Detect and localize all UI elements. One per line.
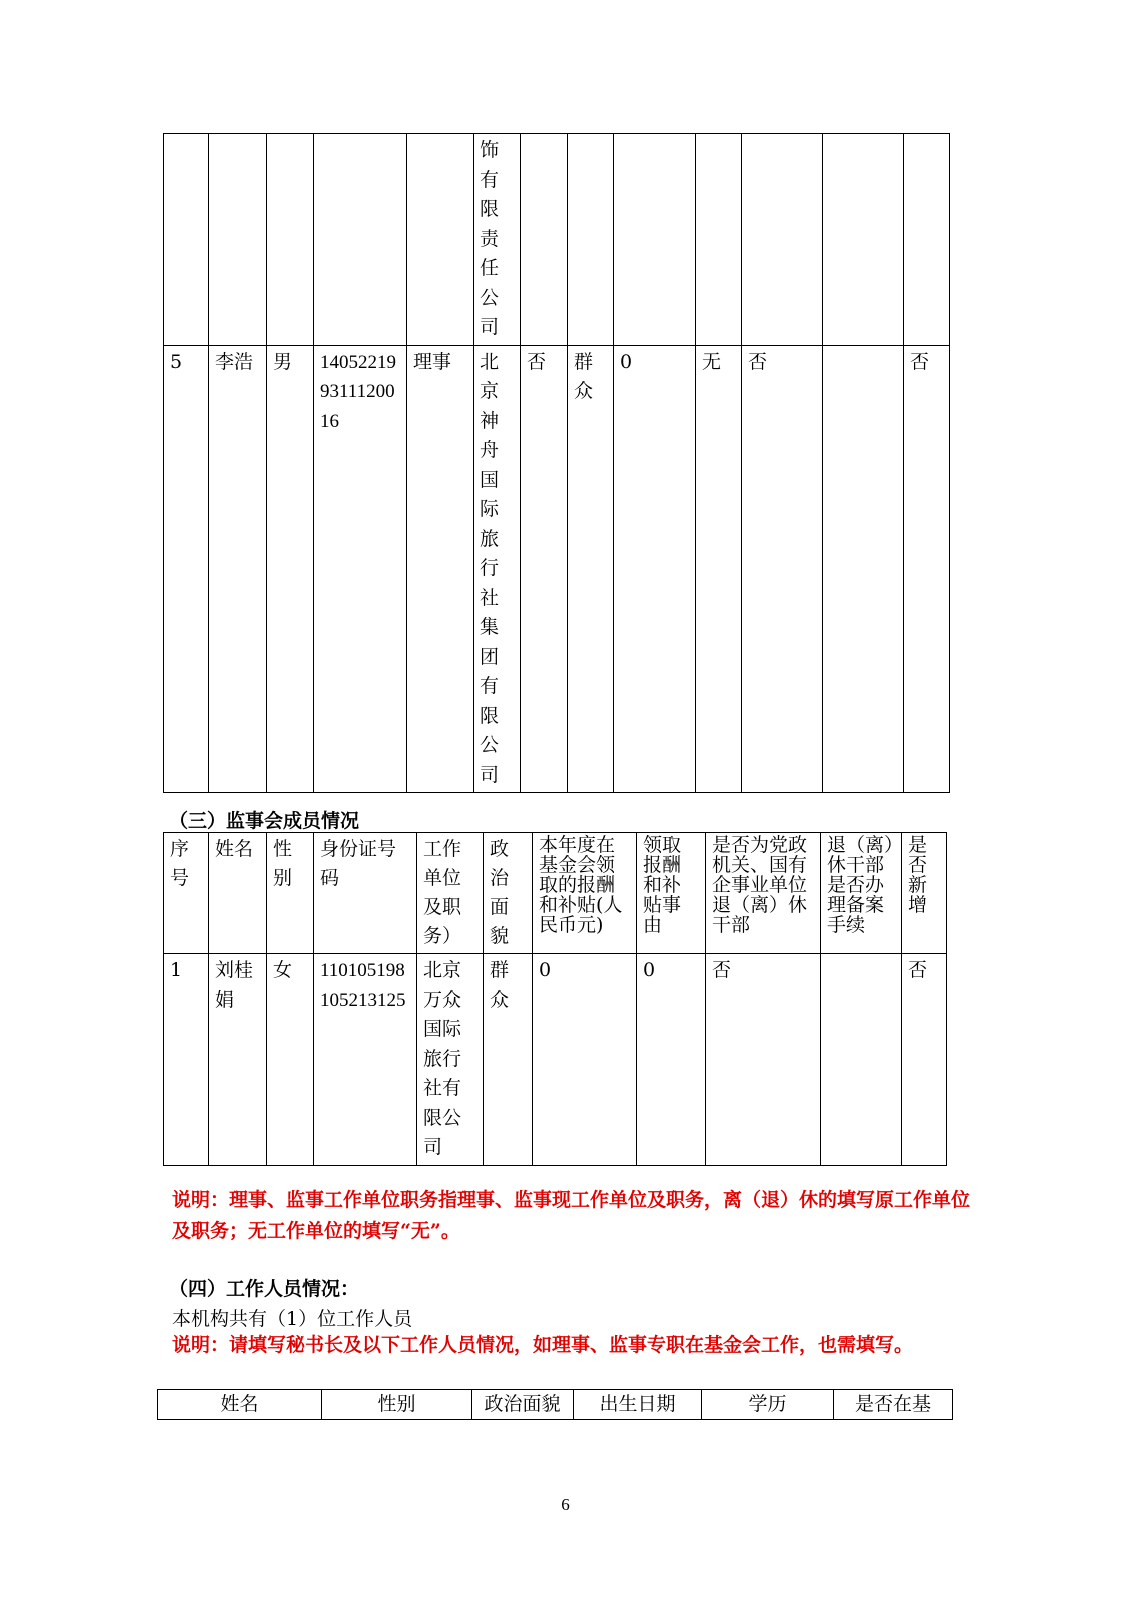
- gender-cell: 男: [267, 345, 314, 793]
- col7-cell: 否: [521, 345, 568, 793]
- position-cell: 理事: [407, 345, 474, 793]
- name-cell: 李浩: [209, 345, 267, 793]
- col13-cell: 否: [904, 345, 950, 793]
- cadre-cell: 否: [706, 954, 821, 1166]
- id-cell: 140522199311120016: [314, 345, 407, 793]
- table-row: [164, 134, 950, 346]
- reason-cell: 0: [637, 954, 706, 1166]
- director-table: [163, 133, 950, 793]
- header-reason: 领取报酬和补贴事由: [637, 833, 706, 954]
- staff-table: [157, 1389, 953, 1420]
- section3-title: （三）监事会成员情况: [169, 810, 360, 832]
- pay-cell: 0: [533, 954, 637, 1166]
- table-header-row: [158, 1390, 953, 1420]
- pay-cell: 0: [614, 345, 696, 793]
- table-row: [164, 954, 947, 1166]
- header-birthdate: 出生日期: [574, 1390, 702, 1420]
- company-cell: 饰有限责任公司: [474, 134, 521, 346]
- header-political: 政治面貌: [484, 833, 533, 954]
- political-cell: 群众: [568, 345, 614, 793]
- table-header-row: [164, 833, 947, 954]
- header-work: 工作单位及职务）: [417, 833, 484, 954]
- header-pay: 本年度在基金会领取的报酬和补贴(人民币元): [533, 833, 637, 954]
- header-name: 姓名: [209, 833, 267, 954]
- political-cell: 群众: [484, 954, 533, 1166]
- header-gender: 性别: [267, 833, 314, 954]
- section4-title: （四）工作人员情况：: [169, 1278, 360, 1300]
- seq-cell: 1: [164, 954, 209, 1166]
- gender-cell: 女: [267, 954, 314, 1166]
- new-cell: 否: [902, 954, 947, 1166]
- staff-count: 本机构共有（1）位工作人员: [172, 1308, 413, 1330]
- filing-cell: [821, 954, 902, 1166]
- supervisor-table: [163, 832, 947, 1166]
- col11-cell: 否: [742, 345, 823, 793]
- work-cell: 北京万众国际旅行社有限公司: [417, 954, 484, 1166]
- col12-cell: [823, 345, 904, 793]
- note-staff: 说明：请填写秘书长及以下工作人员情况，如理事、监事专职在基金会工作，也需填写。: [172, 1334, 914, 1356]
- company-cell: 北京神舟国际旅行社集团有限公司: [474, 345, 521, 793]
- name-cell: 刘桂娟: [209, 954, 267, 1166]
- header-in-foundation: 是否在基: [834, 1390, 953, 1420]
- header-education: 学历: [702, 1390, 834, 1420]
- note-directors: 说明：理事、监事工作单位职务指理事、监事现工作单位及职务，离（退）休的填写原工作单位及职务；无工作单位的填写“无”。: [172, 1189, 971, 1242]
- header-gender: 性别: [322, 1390, 472, 1420]
- header-filing: 退（离）休干部是否办理备案手续: [821, 833, 902, 954]
- header-name: 姓名: [158, 1390, 322, 1420]
- id-cell: 110105198105213125: [314, 954, 417, 1166]
- header-political: 政治面貌: [472, 1390, 574, 1420]
- table-row: [164, 345, 950, 793]
- col10-cell: 无: [696, 345, 742, 793]
- header-seq: 序号: [164, 833, 209, 954]
- header-id: 身份证号码: [314, 833, 417, 954]
- seq-cell: 5: [164, 345, 209, 793]
- header-new: 是否新增: [902, 833, 947, 954]
- page-number: 6: [561, 1495, 570, 1514]
- header-cadre: 是否为党政机关、国有企事业单位退（离）休干部: [706, 833, 821, 954]
